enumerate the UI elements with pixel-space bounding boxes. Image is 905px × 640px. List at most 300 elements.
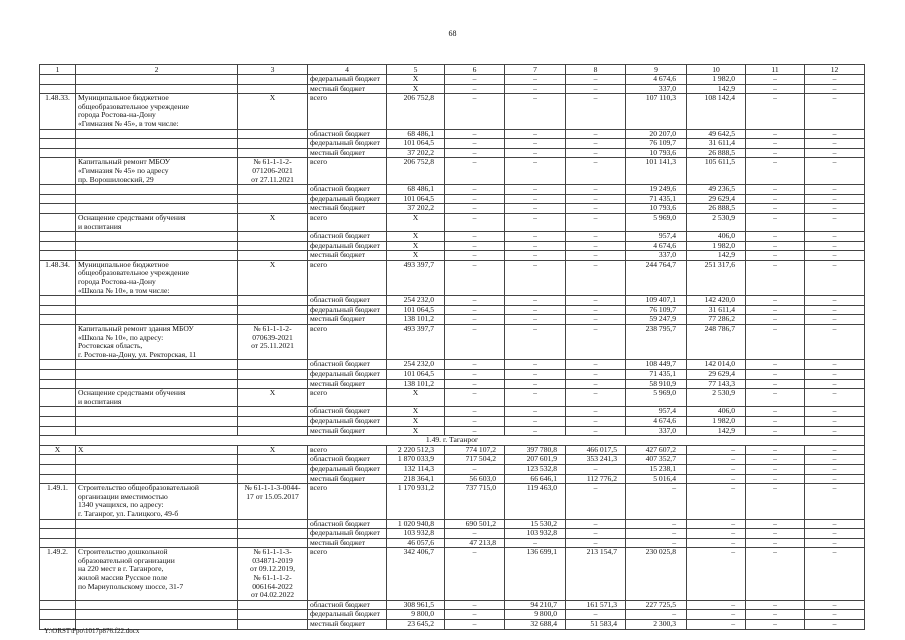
table-cell: федеральный бюджет [308, 370, 387, 380]
table-cell: 29 629,4 [687, 194, 746, 204]
table-cell [76, 129, 238, 139]
table-cell [76, 455, 238, 465]
table-cell: – [566, 484, 626, 519]
table-cell: 19 249,6 [626, 185, 687, 195]
table-row [40, 548, 865, 601]
table-cell: – [805, 148, 865, 158]
table-cell: X [387, 426, 445, 436]
table-row [40, 296, 865, 306]
table-cell: – [746, 538, 805, 548]
table-cell: – [445, 325, 505, 360]
table-cell: – [805, 370, 865, 380]
table-cell: – [805, 484, 865, 519]
table-cell: – [687, 529, 746, 539]
table-cell: 101 141,3 [626, 158, 687, 185]
column-header: 2 [76, 65, 238, 75]
table-cell: – [805, 129, 865, 139]
table-cell: 56 603,0 [445, 474, 505, 484]
table-cell: 142 420,0 [687, 296, 746, 306]
table-row [40, 325, 865, 360]
table-cell: всего [308, 445, 387, 455]
table-cell: 957,4 [626, 407, 687, 417]
table-cell: 109 407,1 [626, 296, 687, 306]
table-cell [238, 251, 308, 261]
column-header: 4 [308, 65, 387, 75]
table-cell: – [566, 315, 626, 325]
table-cell [238, 600, 308, 610]
table-cell: – [566, 389, 626, 407]
table-cell: – [746, 241, 805, 251]
table-cell: – [566, 84, 626, 94]
table-cell: – [746, 407, 805, 417]
table-cell: – [746, 464, 805, 474]
table-cell: – [626, 484, 687, 519]
table-cell: X [238, 94, 308, 129]
table-cell: 138 101,2 [387, 315, 445, 325]
table-cell: 46 057,6 [387, 538, 445, 548]
table-cell: – [566, 426, 626, 436]
table-cell: 112 776,2 [566, 474, 626, 484]
table-row [40, 158, 865, 185]
table-cell: – [566, 296, 626, 306]
table-cell: 108 449,7 [626, 360, 687, 370]
table-cell: федеральный бюджет [308, 305, 387, 315]
table-cell: – [805, 241, 865, 251]
table-cell: X [387, 75, 445, 85]
table-cell: 103 932,8 [387, 529, 445, 539]
table-cell: Капитальный ремонт МБОУ «Гимназия № 45» по адресу пр. Ворошиловский, 29 [76, 158, 238, 185]
table-cell: X [387, 251, 445, 261]
table-cell [238, 194, 308, 204]
table-cell: – [505, 241, 566, 251]
table-cell: – [566, 325, 626, 360]
table-cell: 59 247,9 [626, 315, 687, 325]
table-row [40, 251, 865, 261]
table-cell: местный бюджет [308, 148, 387, 158]
table-cell: – [805, 325, 865, 360]
table-cell: 230 025,8 [626, 548, 687, 601]
table-cell [76, 474, 238, 484]
column-header: 10 [687, 65, 746, 75]
table-cell [40, 315, 76, 325]
table-cell: – [566, 129, 626, 139]
budget-table [39, 64, 865, 630]
header-row [40, 65, 865, 75]
table-cell: – [505, 139, 566, 149]
table-row [40, 455, 865, 465]
table-cell [40, 519, 76, 529]
table-cell: местный бюджет [308, 315, 387, 325]
table-cell [40, 185, 76, 195]
table-cell [238, 75, 308, 85]
table-cell: – [566, 416, 626, 426]
table-cell: всего [308, 325, 387, 360]
table-cell: – [687, 445, 746, 455]
table-cell: – [505, 389, 566, 407]
table-cell: X [238, 213, 308, 231]
table-cell: – [566, 139, 626, 149]
table-row [40, 379, 865, 389]
table-cell [238, 529, 308, 539]
table-cell [40, 370, 76, 380]
table-row [40, 241, 865, 251]
table-cell: – [505, 426, 566, 436]
table-cell: – [746, 379, 805, 389]
table-cell: – [445, 296, 505, 306]
table-cell: – [566, 379, 626, 389]
table-cell: – [445, 129, 505, 139]
table-cell: 690 501,2 [445, 519, 505, 529]
table-cell: – [445, 94, 505, 129]
table-cell: 142,9 [687, 84, 746, 94]
table-cell [40, 538, 76, 548]
table-cell: – [566, 464, 626, 474]
table-cell: – [746, 75, 805, 85]
table-cell: – [687, 455, 746, 465]
table-row [40, 538, 865, 548]
table-cell: федеральный бюджет [308, 75, 387, 85]
table-cell [40, 416, 76, 426]
table-cell [238, 129, 308, 139]
table-cell: 1 170 931,2 [387, 484, 445, 519]
table-cell: – [805, 158, 865, 185]
table-cell [76, 379, 238, 389]
table-cell [76, 185, 238, 195]
table-cell [40, 241, 76, 251]
table-cell: 51 583,4 [566, 620, 626, 630]
table-cell: – [805, 185, 865, 195]
table-cell: – [805, 94, 865, 129]
table-cell: всего [308, 548, 387, 601]
table-cell: – [746, 194, 805, 204]
table-cell: 77 143,3 [687, 379, 746, 389]
table-cell: – [805, 379, 865, 389]
table-cell: Муниципальное бюджетное общеобразовательное учреждение города Ростова-на-Дону «Школа № 10», в том числе: [76, 260, 238, 295]
table-cell [76, 139, 238, 149]
table-cell: 207 601,9 [505, 455, 566, 465]
table-cell: – [746, 204, 805, 214]
table-cell: 142 014,0 [687, 360, 746, 370]
table-cell: – [805, 600, 865, 610]
table-row [40, 148, 865, 158]
table-cell: – [445, 464, 505, 474]
table-cell: 5 969,0 [626, 213, 687, 231]
table-cell: – [626, 538, 687, 548]
table-cell [40, 75, 76, 85]
table-cell [76, 416, 238, 426]
table-cell: федеральный бюджет [308, 139, 387, 149]
table-cell: 32 688,4 [505, 620, 566, 630]
column-header: 7 [505, 65, 566, 75]
table-cell: 101 064,5 [387, 194, 445, 204]
table-cell: – [505, 370, 566, 380]
table-cell: – [566, 251, 626, 261]
table-cell: – [746, 610, 805, 620]
table-cell: № 61-1-1-3- 034871-2019 от 09.12.2019, № 61-1-1-2- 006164-2022 от 04.02.2022 [238, 548, 308, 601]
table-row [40, 529, 865, 539]
table-cell [238, 204, 308, 214]
table-cell: – [505, 158, 566, 185]
section-title: 1.49. г. Таганрог [40, 436, 865, 446]
table-cell [76, 360, 238, 370]
table-cell: – [505, 204, 566, 214]
table-cell: местный бюджет [308, 538, 387, 548]
table-cell [76, 75, 238, 85]
table-row [40, 389, 865, 407]
table-cell: – [566, 194, 626, 204]
footer-path: Y:\ORST\Ppo\1017p876.f22.docx [44, 627, 140, 635]
table-cell [238, 315, 308, 325]
table-cell: Капитальный ремонт здания МБОУ «Школа № 10», по адресу: Ростовская область, г. Ростов-на-Дону, ул. Ректорская, 11 [76, 325, 238, 360]
table-cell [238, 232, 308, 242]
table-cell: 1.49.2. [40, 548, 76, 601]
table-cell: всего [308, 389, 387, 407]
table-cell: 2 530,9 [687, 389, 746, 407]
table-cell [40, 129, 76, 139]
table-cell: X [76, 445, 238, 455]
table-cell [238, 139, 308, 149]
table-cell: – [445, 379, 505, 389]
table-cell: местный бюджет [308, 474, 387, 484]
table-cell: – [566, 232, 626, 242]
column-header: 5 [387, 65, 445, 75]
table-row [40, 600, 865, 610]
table-cell: – [505, 75, 566, 85]
table-cell [40, 407, 76, 417]
table-cell: 737 715,0 [445, 484, 505, 519]
table-cell: – [746, 519, 805, 529]
table-row [40, 484, 865, 519]
table-row [40, 305, 865, 315]
table-cell: 71 435,1 [626, 194, 687, 204]
table-cell: 406,0 [687, 407, 746, 417]
table-cell: – [505, 538, 566, 548]
table-cell: 105 611,5 [687, 158, 746, 185]
table-cell: – [805, 251, 865, 261]
table-cell: всего [308, 94, 387, 129]
table-cell: – [805, 194, 865, 204]
table-cell: – [746, 548, 805, 601]
table-cell: X [238, 389, 308, 407]
table-cell: 37 202,2 [387, 148, 445, 158]
table-cell: – [746, 455, 805, 465]
table-cell: местный бюджет [308, 84, 387, 94]
table-cell: X [387, 232, 445, 242]
table-cell: – [445, 148, 505, 158]
table-cell: 238 795,7 [626, 325, 687, 360]
table-cell: 254 232,0 [387, 296, 445, 306]
table-cell: – [566, 610, 626, 620]
table-cell: 493 397,7 [387, 260, 445, 295]
table-cell [40, 610, 76, 620]
table-cell: – [746, 426, 805, 436]
table-cell: 493 397,7 [387, 325, 445, 360]
table-cell: 23 645,2 [387, 620, 445, 630]
table-cell: – [445, 251, 505, 261]
table-cell: 206 752,8 [387, 94, 445, 129]
table-cell [238, 360, 308, 370]
table-cell: 49 236,5 [687, 185, 746, 195]
table-cell: – [805, 620, 865, 630]
table-cell: – [746, 296, 805, 306]
table-row [40, 213, 865, 231]
table-cell: 5 969,0 [626, 389, 687, 407]
table-cell: – [805, 360, 865, 370]
table-cell: 337,0 [626, 426, 687, 436]
table-cell: 136 699,1 [505, 548, 566, 601]
table-cell: 15 530,2 [505, 519, 566, 529]
table-cell: областной бюджет [308, 185, 387, 195]
table-cell: – [746, 484, 805, 519]
table-cell: областной бюджет [308, 519, 387, 529]
table-cell: – [566, 185, 626, 195]
table-cell: – [445, 260, 505, 295]
table-cell: – [445, 407, 505, 417]
table-cell: X [40, 445, 76, 455]
table-cell: 76 109,7 [626, 305, 687, 315]
table-cell: – [445, 389, 505, 407]
table-cell [40, 296, 76, 306]
table-cell: – [746, 389, 805, 407]
table-cell: – [805, 315, 865, 325]
table-cell: – [687, 620, 746, 630]
table-cell: 2 530,9 [687, 213, 746, 231]
table-cell [76, 600, 238, 610]
table-cell: – [805, 407, 865, 417]
table-cell: – [746, 445, 805, 455]
table-cell: – [746, 416, 805, 426]
table-cell [238, 370, 308, 380]
table-cell: – [805, 426, 865, 436]
table-cell: – [746, 139, 805, 149]
table-cell: 251 317,6 [687, 260, 746, 295]
table-cell: – [445, 315, 505, 325]
table-cell: X [387, 389, 445, 407]
table-cell: 2 220 512,3 [387, 445, 445, 455]
table-row [40, 620, 865, 630]
table-cell: 774 107,2 [445, 445, 505, 455]
table-cell: – [505, 94, 566, 129]
table-cell: областной бюджет [308, 360, 387, 370]
table-row [40, 260, 865, 295]
table-cell: – [505, 185, 566, 195]
table-cell: – [746, 94, 805, 129]
table-cell [76, 426, 238, 436]
table-cell: местный бюджет [308, 204, 387, 214]
table-cell [76, 464, 238, 474]
table-cell: X [387, 241, 445, 251]
table-cell: 49 642,5 [687, 129, 746, 139]
table-cell: 108 142,4 [687, 94, 746, 129]
table-cell: – [566, 158, 626, 185]
table-cell: – [445, 194, 505, 204]
table-cell: областной бюджет [308, 129, 387, 139]
table-cell: 337,0 [626, 251, 687, 261]
table-cell: X [387, 416, 445, 426]
table-cell: 337,0 [626, 84, 687, 94]
table-cell: – [566, 529, 626, 539]
table-cell [238, 474, 308, 484]
table-cell: – [566, 148, 626, 158]
table-cell: 206 752,8 [387, 158, 445, 185]
table-cell: – [445, 139, 505, 149]
column-header: 12 [805, 65, 865, 75]
table-cell: Строительство общеобразовательной организации вместимостью 1340 учащихся, по адресу: г. Таганрог, ул. Галицкого, 49-б [76, 484, 238, 519]
table-cell [238, 84, 308, 94]
table-cell [238, 296, 308, 306]
table-cell: – [746, 251, 805, 261]
table-row [40, 474, 865, 484]
table-cell: 1 982,0 [687, 75, 746, 85]
table-cell [40, 139, 76, 149]
table-cell: – [805, 139, 865, 149]
table-cell [40, 305, 76, 315]
table-cell [40, 194, 76, 204]
table-cell: – [746, 213, 805, 231]
table-cell: – [687, 519, 746, 529]
table-cell: 29 629,4 [687, 370, 746, 380]
table-cell: – [445, 548, 505, 601]
table-cell: 119 463,0 [505, 484, 566, 519]
section-row [40, 436, 865, 446]
table-cell: – [687, 464, 746, 474]
table-cell: 123 532,8 [505, 464, 566, 474]
table-cell: – [746, 185, 805, 195]
table-cell: № 61-1-1-2- 071206-2021 от 27.11.2021 [238, 158, 308, 185]
table-cell: X [387, 407, 445, 417]
column-header: 8 [566, 65, 626, 75]
table-cell: 244 764,7 [626, 260, 687, 295]
table-cell: – [505, 84, 566, 94]
table-cell: местный бюджет [308, 379, 387, 389]
table-cell: – [566, 407, 626, 417]
table-row [40, 407, 865, 417]
table-cell: – [445, 158, 505, 185]
table-cell: 101 064,5 [387, 370, 445, 380]
table-cell: – [805, 204, 865, 214]
table-cell: федеральный бюджет [308, 529, 387, 539]
table-cell [40, 464, 76, 474]
table-cell: – [687, 538, 746, 548]
table-cell: областной бюджет [308, 232, 387, 242]
table-cell: 407 352,7 [626, 455, 687, 465]
table-cell: 427 607,2 [626, 445, 687, 455]
table-cell: – [805, 416, 865, 426]
table-cell: 37 202,2 [387, 204, 445, 214]
table-cell [76, 148, 238, 158]
table-cell: – [445, 185, 505, 195]
table-cell: – [505, 213, 566, 231]
table-cell: – [505, 194, 566, 204]
table-cell: 4 674,6 [626, 75, 687, 85]
table-cell: – [445, 529, 505, 539]
table-cell: X [387, 84, 445, 94]
table-cell: 1 982,0 [687, 416, 746, 426]
table-cell [76, 251, 238, 261]
table-cell: 26 888,5 [687, 148, 746, 158]
table-cell: – [805, 213, 865, 231]
table-cell: – [805, 232, 865, 242]
table-cell [238, 426, 308, 436]
table-cell: № 61-1-1-3-0044- 17 от 15.05.2017 [238, 484, 308, 519]
table-cell: – [445, 416, 505, 426]
table-row [40, 426, 865, 436]
table-cell: – [505, 305, 566, 315]
table-cell: – [805, 538, 865, 548]
table-cell [76, 529, 238, 539]
table-cell: областной бюджет [308, 407, 387, 417]
table-cell [76, 370, 238, 380]
